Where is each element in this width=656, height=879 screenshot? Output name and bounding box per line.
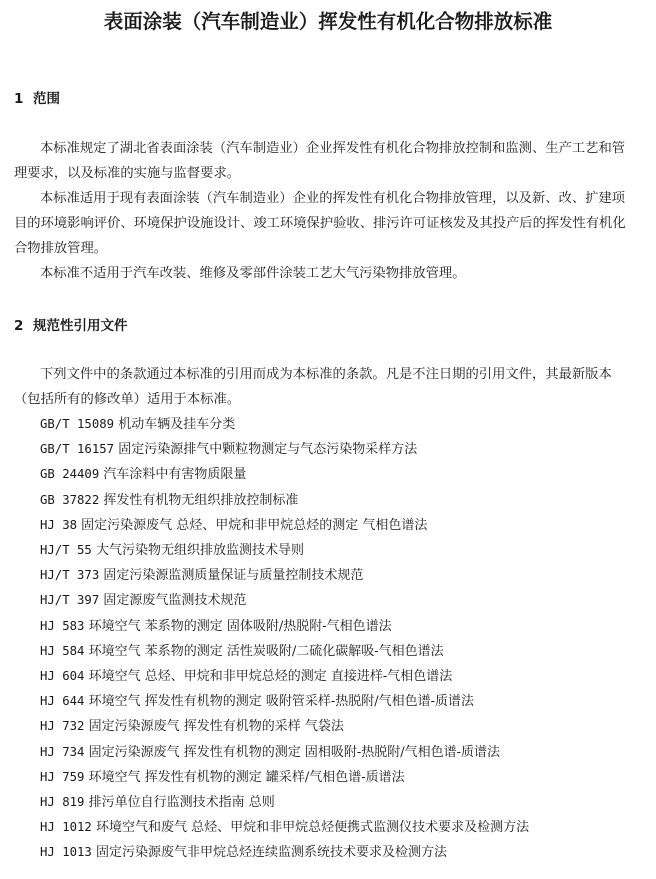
reference-item bbox=[40, 714, 529, 739]
reference-code: HJ 732 bbox=[40, 719, 85, 734]
reference-item bbox=[40, 765, 529, 790]
reference-code: HJ 1012 bbox=[40, 820, 92, 835]
reference-item bbox=[40, 664, 529, 689]
reference-item bbox=[40, 689, 529, 714]
reference-item bbox=[40, 462, 529, 487]
reference-name: 环境空气 挥发性有机物的测定 吸附管采样-热脱附/气相色谱-质谱法 bbox=[88, 694, 474, 710]
reference-name: 排污单位自行监测技术指南 总则 bbox=[88, 795, 275, 811]
reference-code: HJ/T 55 bbox=[40, 543, 92, 558]
section-2-heading bbox=[14, 316, 128, 336]
section-2-paragraph-1: 下列文件中的条款通过本标准的引用而成为本标准的条款。凡是不注日期的引用文件，其最新版本（包括所有的修改单）适用于本标准。 bbox=[14, 367, 612, 408]
reference-code: HJ 734 bbox=[40, 744, 85, 759]
reference-code: HJ 583 bbox=[40, 618, 85, 633]
reference-code: HJ 759 bbox=[40, 769, 85, 784]
reference-item bbox=[40, 513, 529, 538]
reference-code: GB/T 15089 bbox=[40, 417, 115, 431]
reference-list bbox=[40, 412, 529, 866]
reference-name: 固定污染源废气 挥发性有机物的采样 气袋法 bbox=[88, 719, 344, 735]
reference-code: HJ 584 bbox=[40, 643, 85, 658]
section-2-title: 规范性引用文件 bbox=[33, 318, 128, 334]
reference-name: 环境空气 挥发性有机物的测定 罐采样/气相色谱-质谱法 bbox=[88, 769, 405, 785]
reference-name: 固定污染源监测质量保证与质量控制技术规范 bbox=[103, 568, 364, 584]
section-1-paragraph-1: 本标准规定了湖北省表面涂装（汽车制造业）企业挥发性有机化合物排放控制和监测、生产工艺和管理要求，以及标准的实施与监督要求。 bbox=[14, 141, 626, 182]
reference-code: HJ 38 bbox=[40, 517, 78, 532]
section-1-number: 1 bbox=[14, 91, 24, 107]
reference-item bbox=[40, 412, 529, 437]
reference-code: HJ 819 bbox=[40, 795, 85, 810]
reference-code: GB 37822 bbox=[40, 492, 100, 507]
section-1-title: 范围 bbox=[33, 91, 60, 107]
reference-code: HJ 604 bbox=[40, 669, 85, 684]
reference-item bbox=[40, 488, 529, 513]
section-1-paragraph-3: 本标准不适用于汽车改装、维修及零部件涂装工艺大气污染物排放管理。 bbox=[40, 266, 466, 281]
reference-item bbox=[40, 563, 529, 588]
reference-item bbox=[40, 815, 529, 840]
reference-name: 环境空气 总烃、甲烷和非甲烷总烃的测定 直接进样-气相色谱法 bbox=[88, 669, 453, 685]
reference-code: HJ 644 bbox=[40, 694, 85, 709]
reference-code: HJ 1013 bbox=[40, 845, 92, 860]
reference-code: HJ/T 373 bbox=[40, 568, 100, 583]
reference-name: 汽车涂料中有害物质限量 bbox=[103, 467, 247, 483]
reference-code: GB/T 16157 bbox=[40, 442, 115, 457]
reference-item bbox=[40, 538, 529, 563]
reference-item bbox=[40, 588, 529, 613]
reference-code: GB 24409 bbox=[40, 467, 100, 482]
reference-name: 固定源废气监测技术规范 bbox=[103, 593, 247, 609]
reference-name: 固定污染源废气 总烃、甲烷和非甲烷总烃的测定 气相色谱法 bbox=[81, 517, 428, 533]
reference-item bbox=[40, 437, 529, 462]
reference-code: HJ/T 397 bbox=[40, 593, 100, 608]
reference-name: 挥发性有机物无组织排放控制标准 bbox=[103, 492, 299, 508]
reference-name: 固定污染源废气 挥发性有机物的测定 固相吸附-热脱附/气相色谱-质谱法 bbox=[88, 744, 500, 760]
reference-item bbox=[40, 639, 529, 664]
section-1-heading bbox=[14, 89, 60, 109]
reference-name: 机动车辆及挂车分类 bbox=[118, 417, 236, 432]
reference-item bbox=[40, 840, 529, 865]
reference-item bbox=[40, 740, 529, 765]
reference-name: 大气污染物无组织排放监测技术导则 bbox=[95, 543, 304, 559]
reference-name: 固定污染源排气中颗粒物测定与气态污染物采样方法 bbox=[118, 442, 418, 458]
reference-name: 固定污染源废气非甲烷总烃连续监测系统技术要求及检测方法 bbox=[95, 845, 447, 861]
reference-item bbox=[40, 614, 529, 639]
document-title: 表面涂装（汽车制造业）挥发性有机化合物排放标准 bbox=[103, 10, 553, 33]
section-2-number: 2 bbox=[14, 318, 24, 334]
reference-name: 环境空气和废气 总烃、甲烷和非甲烷总烃便携式监测仪技术要求及检测方法 bbox=[95, 820, 530, 836]
section-1-paragraph-2: 本标准适用于现有表面涂装（汽车制造业）企业的挥发性有机化合物排放管理，以及新、改、扩建项目的环境影响评价、环境保护设施设计、竣工环境保护验收、排污许可证核发及其投产后的挥发性有机化合物排放管理。 bbox=[14, 191, 626, 257]
reference-item bbox=[40, 790, 529, 815]
reference-name: 环境空气 苯系物的测定 活性炭吸附/二硫化碳解吸-气相色谱法 bbox=[88, 643, 444, 659]
reference-name: 环境空气 苯系物的测定 固体吸附/热脱附-气相色谱法 bbox=[88, 618, 392, 634]
